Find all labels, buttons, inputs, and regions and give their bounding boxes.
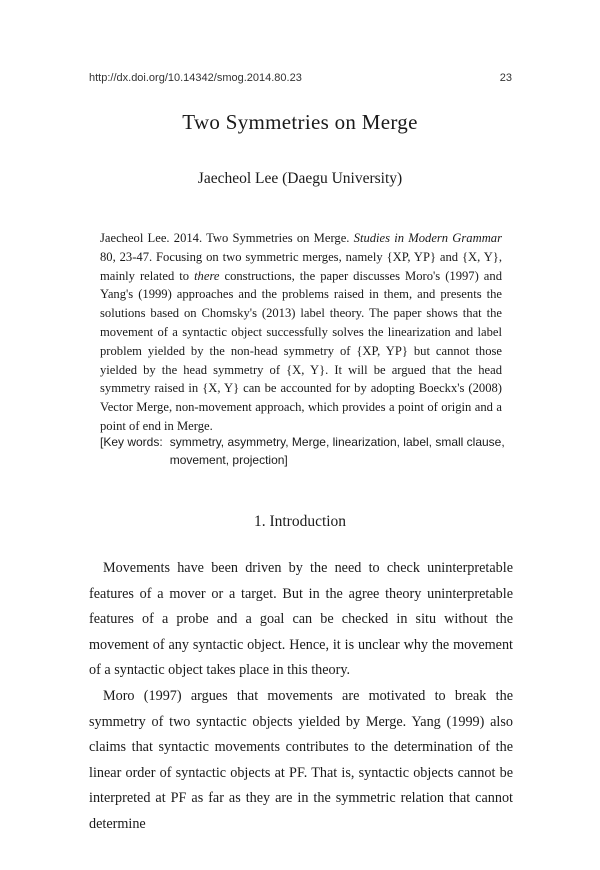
abstract-paragraph	[100, 229, 502, 436]
abstract-text-part2: constructions, the paper discusses Moro's (1997) and Yang's (1999) approaches and the problems raised in them, and presents the solutions based on Chomsky's (2013) label theory. The paper shows that the movement of a syntactic object successfully solves the linearization and label problem yielded by the non-head symmetry of {XP, YP} but cannot those yielded by the head symmetry of {X, Y}. It will be argued that the head symmetry raised in {X, Y} can be accounted for by adopting Boeckx's (2008) Vector Merge, non-movement approach, which provides a point of origin and a point of end in Merge.	[100, 268, 502, 433]
section-heading: 1. Introduction	[253, 513, 347, 530]
author-line: Jaecheol Lee (Daegu University)	[197, 170, 403, 187]
keywords	[100, 433, 505, 469]
doi-link[interactable]: http://dx.doi.org/10.14342/smog.2014.80.23	[89, 72, 302, 84]
abstract	[100, 229, 502, 436]
page-header	[89, 72, 512, 84]
abstract-text-part1: 80, 23-47. Focusing on two symmetric merges, namely {XP, YP} and {X, Y}, mainly related to	[100, 249, 502, 283]
page-number: 23	[499, 72, 512, 84]
abstract-citation: Jaecheol Lee. 2014. Two Symmetries on Merge.	[100, 231, 354, 245]
paper-title: Two Symmetries on Merge	[182, 110, 418, 134]
keywords-label: [Key words:	[100, 435, 163, 449]
journal-name: Studies in Modern Grammar	[353, 231, 502, 245]
keywords-text: symmetry, asymmetry, Merge, linearization, label, small clause, movement, projection]	[169, 435, 505, 467]
there-word: there	[194, 268, 220, 283]
body-paragraph-2: Moro (1997) argues that movements are motivated to break the symmetry of two syntactic objects yielded by Merge. Yang (1999) also claims that syntactic movements contributes to the determination of the linear order of syntactic objects at PF. That is, syntactic objects cannot be interpreted at PF as far as they are in the symmetric relation that cannot determine	[89, 687, 513, 832]
body-paragraph-1: Movements have been driven by the need to check uninterpretable features of a mover or a target. But in the agree theory uninterpretable features of a probe and a goal can be checked in situ without the movement of any syntactic object. Hence, it is unclear why the movement of a syntactic object takes place in this theory.	[89, 560, 513, 679]
body-text	[89, 556, 513, 838]
